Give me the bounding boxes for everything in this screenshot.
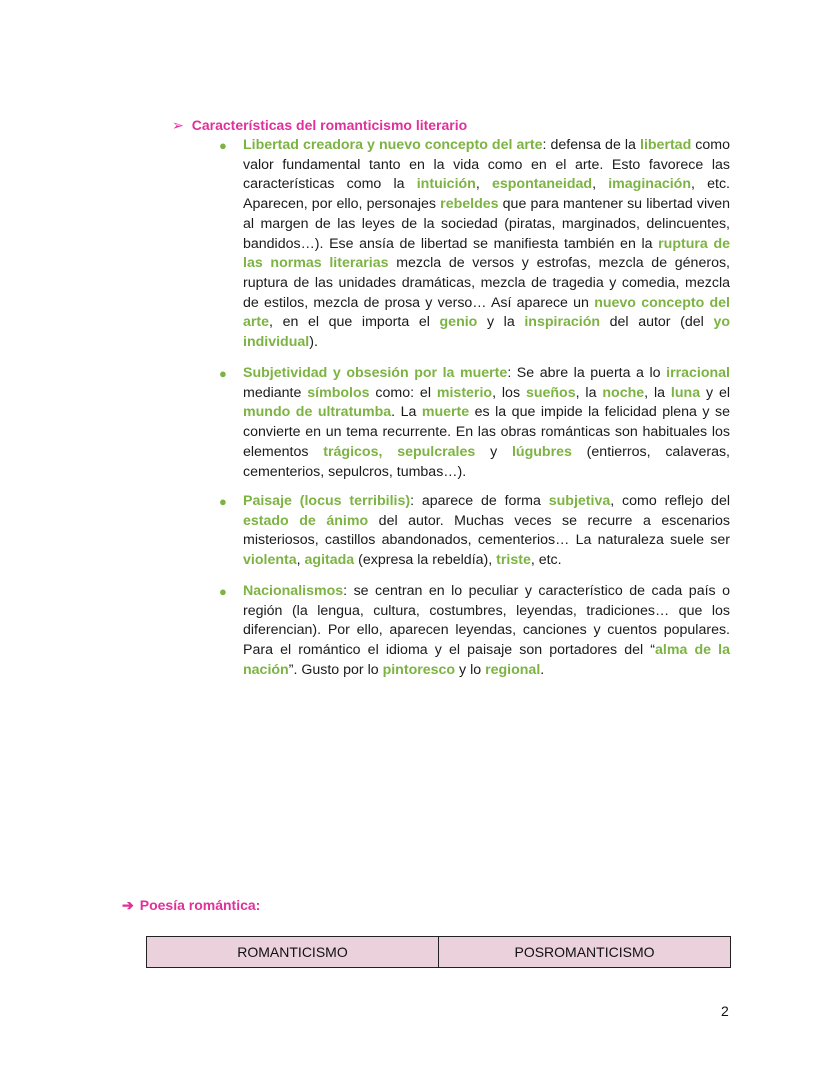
page-number: 2	[721, 1003, 729, 1019]
highlighted-term: pintoresco	[382, 661, 456, 678]
text-run: ”. Gusto por lo	[288, 661, 383, 678]
highlighted-term: mundo de ultratumba	[243, 404, 392, 421]
text-run: , la	[575, 384, 603, 401]
text-run: ).	[309, 334, 318, 351]
poesia-heading-text: Poesía romántica:	[139, 897, 261, 913]
highlighted-term: Subjetividad y obsesión por la muerte	[243, 365, 508, 381]
highlighted-term: Paisaje (locus terribilis)	[243, 493, 411, 509]
text-run: mezcla de versos y estrofas, mezcla de géneros, ruptura de las unidades dramáticas, mezcla de tragedia y comedia, mezcla de estilos, mezcla de prosa y verso… Así aparece un	[243, 255, 730, 311]
highlighted-term: subjetiva	[548, 493, 611, 509]
highlighted-term: misterio	[436, 384, 493, 401]
highlighted-term: libertad	[640, 137, 692, 153]
highlighted-term: regional	[485, 661, 541, 678]
text-run: del autor (del	[600, 314, 714, 331]
highlighted-term: luna	[670, 384, 701, 401]
highlighted-term: símbolos	[307, 384, 370, 401]
text-run: . La	[391, 404, 422, 421]
highlighted-term: irracional	[666, 365, 730, 381]
text-run: y el	[700, 384, 730, 401]
highlighted-term: trágicos, sepulcrales	[323, 443, 476, 460]
highlighted-term: violenta	[243, 552, 297, 569]
poesia-table	[146, 936, 731, 968]
bullet-dot-icon: ●	[219, 584, 227, 599]
text-run: mediante	[243, 384, 308, 401]
highlighted-term: yo individual	[243, 314, 730, 351]
arrowhead-bullet-icon: ➢	[172, 117, 184, 133]
text-run: como: el	[369, 384, 437, 401]
text-run: (entierros, calaveras, cementerios, sepulcros, tumbas…).	[243, 443, 731, 480]
text-run: : Se abre la puerta a lo	[507, 365, 667, 381]
text-run: ,	[592, 176, 609, 193]
text-run: : se centran en lo peculiar y característico de cada país o región (la lengua, cultura, costumbres, leyendas, tradiciones… que los diferencian). Por ello, aparecen leyendas, canciones y cuentos populares. Para el romántico el idioma y el paisaje son portadores del “	[243, 583, 730, 659]
text-run: como valor fundamental tanto en la vida como en el arte. Esto favorece las características como la	[243, 137, 730, 193]
table-header-posromanticismo: POSROMANTICISMO	[438, 937, 730, 967]
highlighted-term: imaginación	[608, 176, 691, 193]
text-run: que para mantener su libertad viven al margen de las leyes de la sociedad (piratas, marginados, delincuentes, bandidos…). Ese ansía de libertad se manifiesta también en la	[243, 196, 730, 252]
text-run: (expresa la rebeldía),	[354, 552, 497, 569]
bullet-dot-icon: ●	[219, 494, 227, 509]
bullet-text	[243, 365, 730, 480]
highlighted-term: estado de ánimo	[243, 512, 369, 529]
text-run: , la	[644, 384, 671, 401]
bullet-dot-icon: ●	[219, 138, 227, 153]
bullet-dot-icon: ●	[219, 366, 227, 381]
highlighted-term: inspiración	[524, 314, 601, 331]
bullet-libertad	[219, 136, 730, 353]
text-run: , los	[492, 384, 526, 401]
highlighted-term: Libertad creadora y nuevo concepto del arte	[243, 137, 543, 153]
highlighted-term: agitada	[304, 552, 355, 569]
text-run: y	[475, 443, 512, 460]
highlighted-term: sueños	[525, 384, 576, 401]
section-heading	[172, 117, 467, 134]
highlighted-term: Nacionalismos	[243, 583, 344, 599]
text-run: .	[540, 661, 545, 678]
right-arrow-icon: ➔	[122, 897, 134, 913]
section-heading-text: Características del romanticismo literario	[191, 117, 468, 133]
bullet-text	[243, 583, 730, 678]
bullet-paisaje	[219, 492, 731, 571]
bullet-nacionalismos	[219, 582, 730, 681]
highlighted-term: triste	[496, 552, 531, 569]
highlighted-term: genio	[439, 314, 478, 331]
text-run: , como reflejo del	[610, 493, 730, 509]
highlighted-term: lúgubres	[511, 443, 572, 460]
poesia-heading	[122, 897, 260, 914]
highlighted-term: muerte	[421, 404, 470, 421]
text-run: es la que impide la felicidad plena y se convierte en un tema recurrente. En las obras románticas son habituales los elementos	[243, 404, 731, 460]
highlighted-term: ruptura de las normas literarias	[243, 235, 730, 272]
text-run: del autor. Muchas veces se recurre a escenarios misteriosos, castillos abandonados, cementerios… La naturaleza suele ser	[243, 512, 731, 549]
highlighted-term: espontaneidad	[491, 176, 593, 193]
text-run: , etc.	[530, 552, 562, 569]
bullet-text	[243, 137, 730, 350]
text-run: ,	[475, 176, 492, 193]
text-run: ,	[296, 552, 305, 569]
text-run: : aparece de forma	[410, 493, 549, 509]
bullet-text	[243, 493, 730, 568]
text-run: , en el que importa el	[269, 314, 440, 331]
highlighted-term: noche	[602, 384, 645, 401]
bullet-subjetividad	[219, 364, 731, 482]
highlighted-term: alma de la nación	[243, 642, 730, 678]
text-run: : defensa de la	[542, 137, 640, 153]
highlighted-term: rebeldes	[440, 196, 499, 213]
text-run: y lo	[455, 661, 486, 678]
text-run: y la	[477, 314, 525, 331]
table-header-romanticismo: ROMANTICISMO	[147, 937, 438, 967]
highlighted-term: intuición	[416, 176, 476, 193]
text-run: , etc. Aparecen, por ello, personajes	[243, 176, 730, 213]
highlighted-term: nuevo concepto del arte	[243, 294, 730, 331]
